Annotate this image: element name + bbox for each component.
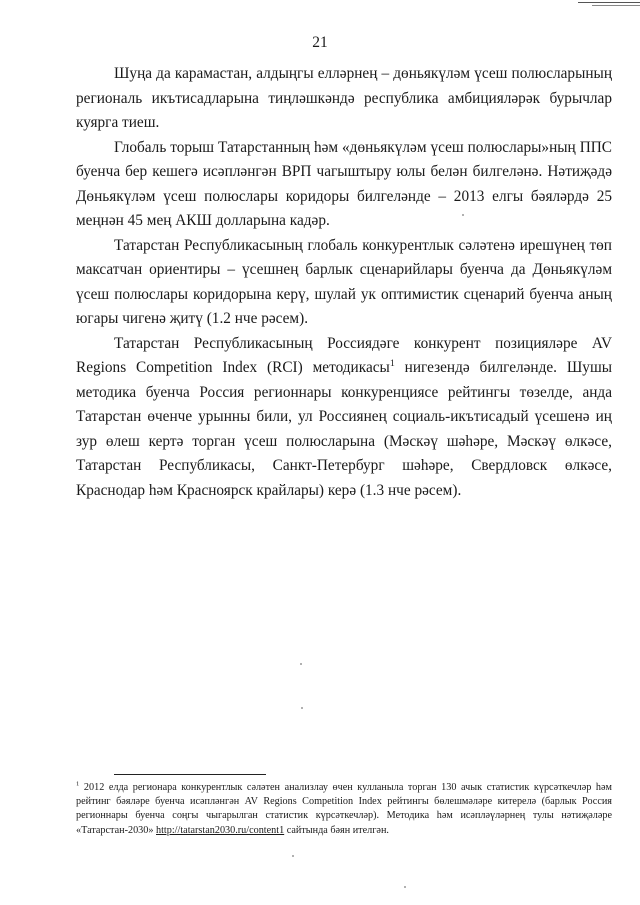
footnote-marker: 1: [76, 780, 80, 788]
footnote-link[interactable]: http://tatarstan2030.ru/content1: [156, 824, 285, 836]
scan-speck: [300, 663, 302, 665]
paragraph-1: Шуңа да карамастан, алдыңгы елләрнең – дөньякүләм үсеш полюсларының региональ икътисадларына тиңләшкәндә республика амбицияләрәк бурычлар куярга тиеш.: [76, 65, 612, 131]
body-text: [76, 62, 612, 503]
footnote-text-start: 2012 елда регионара конкурентлык сәләтен анализлау өчен кулланыла торган 130 ачык статистик күрсәткечләр һәм рейтинг бәяләре буенча исәпләнгән AV Regions Competition Index рейтингы бөлешмәләре китерелә (барлык Россия регионнары буенча соңгы чыгарылган статистик күрсәткечләр). Методика һәм исәпләүләрнең тулы нәтиҗәләре «Татарстан-2030»: [76, 782, 612, 836]
paragraph-2: Глобаль торыш Татарстанның һәм «дөньякүләм үсеш полюслары»ның ППС буенча бер кешегә исәпләнгән ВРП чагыштыру юлы белән билгеләнә. Нәтиҗәдә Дөньякүләм үсеш полюслары коридоры билгеләнде – 2013 елгы бәяләрдә 25 меңнән 45 мең АКШ долларына кадәр.: [76, 138, 612, 229]
paragraph-3: Татарстан Республикасының глобаль конкурентлык сәләтенә ирешүнең төп максатчан ориентиры – үсешнең барлык сценарийлары буенча да Дөньякүләм үсеш полюслары коридорына керү, шулай ук оптимистик сценарий буенча аның югары чигенә җитү (1.2 нче рәсем).: [76, 236, 612, 327]
paragraph-4-text-start: Татарстан Республикасының Россиядәге конкурент позицияләре AV Regions Competition Index (RCI) методикасы: [76, 334, 612, 376]
scan-speck: [301, 707, 303, 709]
corner-rule-second: [592, 5, 640, 6]
corner-rule-top: [578, 2, 640, 3]
footnote-reference: 1: [389, 357, 395, 369]
page-number: 21: [312, 34, 328, 51]
scan-speck: [404, 886, 406, 888]
footnote-divider: [114, 774, 266, 775]
paragraph-4-text-end: нигезендә билгеләнде. Шушы методика буенча Россия регионнары конкуренциясе рейтингы төзелде, анда Татарстан өченче урынны били, ул Россиянең социаль-икътисадый үсешенә иң зур өлеш кертә торган үсеш полюсларына (Мәскәү шәһәре, Мәскәү өлкәсе, Татарстан Республикасы, Санкт-Петербург шәһәре, Свердловск өлкәсе, Краснодар һәм Красноярск крайлары) керә (1.3 нче рәсем).: [76, 359, 613, 499]
footnote: [76, 781, 612, 838]
scan-speck: [292, 855, 294, 857]
footnote-text-end: сайтында бәян ителгән.: [284, 824, 389, 836]
paragraph-4: [76, 332, 612, 504]
scan-speck: [462, 214, 464, 216]
